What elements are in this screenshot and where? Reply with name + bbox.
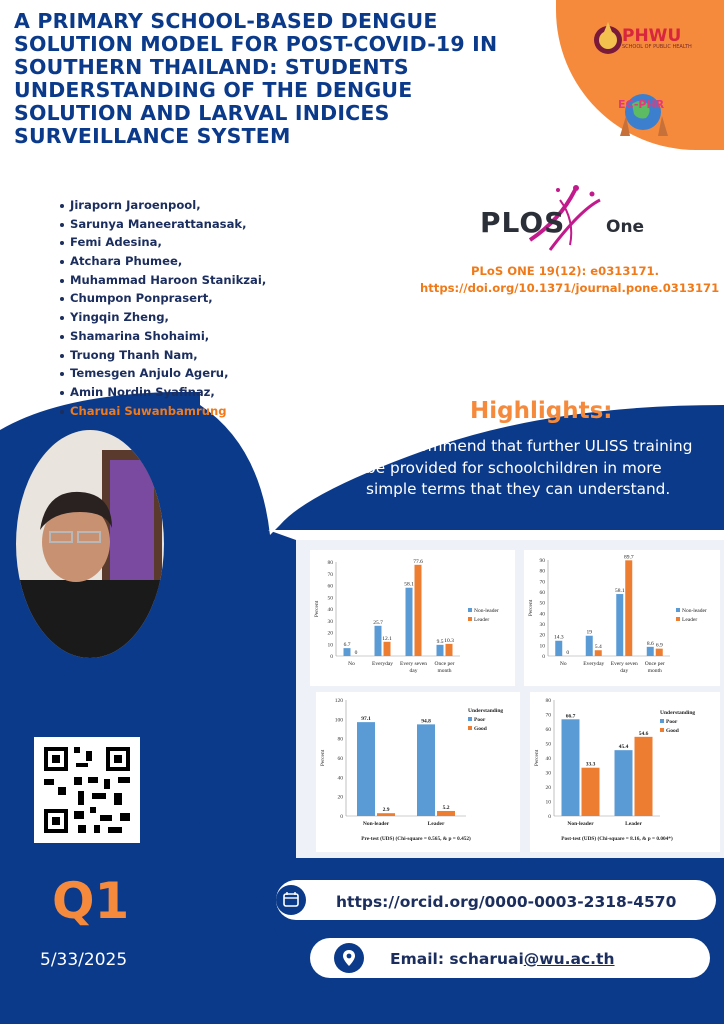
y-tick-label: 20 bbox=[545, 785, 551, 791]
y-tick-label: 0 bbox=[548, 814, 551, 820]
y-tick-label: 30 bbox=[539, 622, 545, 628]
y-tick-label: 10 bbox=[327, 642, 333, 649]
x-axis-label: Post-test (UDS) (Chi-square = 8.16, & p = 0.004*) bbox=[561, 836, 673, 842]
legend-swatch bbox=[468, 726, 472, 730]
x-tick-label: Non-leader bbox=[362, 821, 390, 827]
x-tick-label: Everyday bbox=[371, 661, 394, 667]
y-tick-label: 80 bbox=[539, 568, 545, 575]
bar bbox=[417, 724, 435, 816]
chart-1 bbox=[310, 550, 515, 686]
x-tick-label: month bbox=[437, 668, 452, 674]
bar bbox=[656, 649, 663, 656]
data-label: 0 bbox=[354, 650, 358, 656]
data-label: 0 bbox=[566, 650, 570, 656]
charts-panel bbox=[296, 540, 724, 858]
bar bbox=[375, 626, 382, 656]
author-item: Atchara Phumee, bbox=[60, 252, 266, 271]
y-tick-label: 40 bbox=[327, 607, 333, 613]
legend-label: Poor bbox=[474, 717, 486, 723]
bar bbox=[635, 737, 653, 816]
legend-swatch bbox=[660, 728, 664, 732]
bar bbox=[555, 641, 562, 656]
orcid-link[interactable]: https://orcid.org/0000-0003-2318-4570 bbox=[336, 893, 677, 911]
bar bbox=[595, 650, 602, 656]
email-domain: @wu.ac.th bbox=[523, 950, 615, 968]
legend-label: Non-leader bbox=[474, 608, 499, 614]
bar bbox=[625, 560, 632, 656]
y-tick-label: 40 bbox=[539, 611, 545, 618]
legend-swatch bbox=[676, 617, 680, 621]
y-tick-label: 40 bbox=[545, 756, 551, 762]
poster-title: A PRIMARY SCHOOL-BASED DENGUE SOLUTION MODEL FOR POST-COVID-19 IN SOUTHERN THAILAND: STUDENTS UNDERSTANDING OF THE DENGUE SOLUTION AND LARVAL INDICES SURVEILLANCE SYSTEM bbox=[14, 9, 498, 148]
chart-4 bbox=[530, 692, 720, 852]
data-label: 10.3 bbox=[444, 637, 454, 644]
y-tick-label: 70 bbox=[545, 712, 551, 719]
bar bbox=[384, 642, 391, 656]
bar bbox=[562, 719, 580, 816]
x-tick-label: Non-leader bbox=[567, 821, 594, 827]
y-tick-label: 10 bbox=[545, 799, 551, 806]
y-tick-label: 60 bbox=[539, 590, 545, 596]
y-axis-label: Percent bbox=[528, 599, 534, 617]
email-prefix: Email: scharuai bbox=[390, 950, 524, 968]
x-tick-label: Every seven bbox=[610, 661, 638, 667]
bar bbox=[615, 750, 633, 816]
x-tick-label: Once per bbox=[434, 661, 455, 667]
y-tick-label: 0 bbox=[330, 654, 333, 660]
legend-swatch bbox=[676, 608, 680, 612]
y-tick-label: 80 bbox=[545, 698, 551, 704]
data-label: 94.8 bbox=[421, 718, 431, 725]
y-tick-label: 40 bbox=[337, 775, 343, 782]
ecphr-logo-text: EC-PHR bbox=[618, 98, 665, 111]
data-label: 5.4 bbox=[594, 644, 602, 651]
legend-title: Understanding bbox=[468, 708, 504, 714]
author-item: Truong Thanh Nam, bbox=[60, 346, 266, 365]
y-tick-label: 70 bbox=[327, 571, 333, 578]
data-label: 14.3 bbox=[553, 634, 564, 641]
y-tick-label: 60 bbox=[545, 727, 551, 733]
date: 5/33/2025 bbox=[40, 950, 128, 970]
y-tick-label: 50 bbox=[539, 600, 545, 607]
qr-code[interactable] bbox=[34, 737, 140, 843]
email-link[interactable] bbox=[390, 950, 615, 968]
bar bbox=[406, 588, 413, 656]
plos-logo-text: PLOS bbox=[480, 206, 566, 239]
data-label: 25.7 bbox=[373, 619, 383, 626]
calendar-icon bbox=[276, 885, 306, 915]
x-tick-label: Leader bbox=[427, 821, 445, 827]
bar bbox=[446, 644, 453, 656]
author-photo bbox=[16, 430, 164, 658]
y-tick-label: 60 bbox=[337, 756, 343, 762]
y-axis-label: Percent bbox=[314, 600, 320, 618]
y-tick-label: 90 bbox=[539, 558, 545, 564]
bar bbox=[616, 594, 623, 656]
citation bbox=[420, 263, 720, 297]
chart-2 bbox=[524, 550, 720, 686]
legend-swatch bbox=[660, 719, 664, 723]
author-item: Muhammad Haroon Stanikzai, bbox=[60, 271, 266, 290]
plos-one-text: One bbox=[606, 217, 645, 237]
author-item: Chumpon Ponprasert, bbox=[60, 289, 266, 308]
x-tick-label: Leader bbox=[625, 821, 642, 827]
author-item: Yingqin Zheng, bbox=[60, 308, 266, 327]
bar bbox=[647, 647, 654, 656]
data-label: 33.3 bbox=[585, 761, 596, 768]
chart-3 bbox=[316, 692, 520, 852]
author-item: Femi Adesina, bbox=[60, 233, 266, 252]
legend-label: Leader bbox=[474, 617, 490, 623]
data-label: 58.1 bbox=[614, 588, 625, 595]
x-tick-label: No bbox=[559, 661, 567, 667]
y-tick-label: 0 bbox=[542, 654, 545, 660]
y-tick-label: 10 bbox=[539, 643, 545, 650]
legend-label: Good bbox=[474, 726, 487, 732]
doi-link[interactable]: https://doi.org/10.1371/journal.pone.0313171 bbox=[420, 281, 720, 295]
y-axis-label: Percent bbox=[320, 749, 326, 767]
data-label: 54.6 bbox=[638, 730, 649, 737]
y-tick-label: 20 bbox=[327, 630, 333, 637]
y-tick-label: 50 bbox=[545, 741, 551, 748]
y-tick-label: 20 bbox=[337, 794, 343, 801]
highlights-text: We recommend that further ULISS training be provided for schoolchildren in more simple terms that they can understand. bbox=[366, 437, 693, 498]
data-label: 77.6 bbox=[413, 558, 423, 565]
data-label: 97.1 bbox=[361, 716, 371, 723]
y-tick-label: 60 bbox=[327, 583, 333, 590]
author-item: Jiraporn Jaroenpool, bbox=[60, 196, 266, 215]
data-label: 9.5 bbox=[436, 638, 444, 645]
x-tick-label: Once per bbox=[644, 661, 665, 667]
data-label: 66.7 bbox=[565, 713, 576, 720]
author-item: Shamarina Shohaimi, bbox=[60, 327, 266, 346]
data-label: 6.7 bbox=[343, 642, 351, 649]
data-label: 89.7 bbox=[623, 554, 634, 561]
highlights-heading: Highlights: bbox=[470, 398, 613, 424]
bar bbox=[415, 565, 422, 656]
data-label: 45.4 bbox=[618, 744, 629, 751]
author-item-highlighted: Charuai Suwanbamrung bbox=[60, 402, 266, 421]
x-tick-label: Every seven bbox=[399, 661, 428, 667]
y-tick-label: 70 bbox=[539, 579, 545, 586]
x-tick-label: day bbox=[409, 668, 418, 674]
bar bbox=[357, 722, 375, 816]
university-seal-icon bbox=[590, 18, 626, 58]
legend-swatch bbox=[468, 608, 472, 612]
x-tick-label: Everyday bbox=[583, 661, 605, 667]
y-tick-label: 30 bbox=[545, 770, 551, 777]
bar bbox=[377, 813, 395, 816]
legend-label: Good bbox=[666, 728, 679, 734]
y-tick-label: 0 bbox=[340, 814, 343, 820]
author-item: Temesgen Anjulo Ageru, bbox=[60, 364, 266, 383]
y-tick-label: 100 bbox=[334, 717, 343, 724]
journal-rank: Q1 bbox=[52, 872, 130, 930]
data-label: 19 bbox=[586, 629, 592, 636]
legend-swatch bbox=[468, 617, 472, 621]
data-label: 58.1 bbox=[404, 581, 414, 588]
data-label: 5.2 bbox=[442, 804, 450, 811]
legend-swatch bbox=[468, 717, 472, 721]
citation-line: PLoS ONE 19(12): e0313171. bbox=[470, 264, 660, 278]
ecphr-logo-icon bbox=[612, 86, 674, 140]
data-label: 2.9 bbox=[382, 807, 390, 814]
x-tick-label: No bbox=[348, 661, 355, 667]
y-tick-label: 30 bbox=[327, 618, 333, 625]
bar bbox=[437, 645, 444, 656]
phwu-subtitle: SCHOOL OF PUBLIC HEALTH bbox=[622, 44, 692, 50]
location-pin-icon bbox=[334, 943, 364, 973]
bar bbox=[437, 811, 455, 816]
data-label: 6.9 bbox=[655, 642, 663, 649]
data-label: 12.1 bbox=[382, 635, 392, 642]
y-tick-label: 80 bbox=[327, 560, 333, 566]
author-item: Sarunya Maneerattanasak, bbox=[60, 215, 266, 234]
y-tick-label: 50 bbox=[327, 595, 333, 602]
author-item: Amin Nordin Syafinaz, bbox=[60, 383, 266, 402]
legend-label: Poor bbox=[666, 719, 678, 725]
x-tick-label: month bbox=[647, 668, 662, 674]
bar bbox=[344, 648, 351, 656]
bar bbox=[582, 768, 600, 816]
x-tick-label: day bbox=[620, 668, 629, 674]
bar bbox=[586, 636, 593, 656]
y-tick-label: 120 bbox=[334, 698, 343, 704]
legend-title: Understanding bbox=[660, 710, 696, 716]
legend-label: Leader bbox=[682, 617, 698, 623]
legend-label: Non-leader bbox=[682, 608, 707, 614]
y-axis-label: Percent bbox=[534, 749, 540, 767]
y-tick-label: 80 bbox=[337, 736, 343, 743]
data-label: 8.6 bbox=[646, 640, 654, 647]
phwu-logo-text: PHWU bbox=[622, 26, 682, 46]
x-axis-label: Pre-test (UDS) (Chi-square = 0.565, & p = 0.452) bbox=[361, 836, 471, 842]
y-tick-label: 20 bbox=[539, 632, 545, 639]
author-list bbox=[60, 196, 266, 420]
